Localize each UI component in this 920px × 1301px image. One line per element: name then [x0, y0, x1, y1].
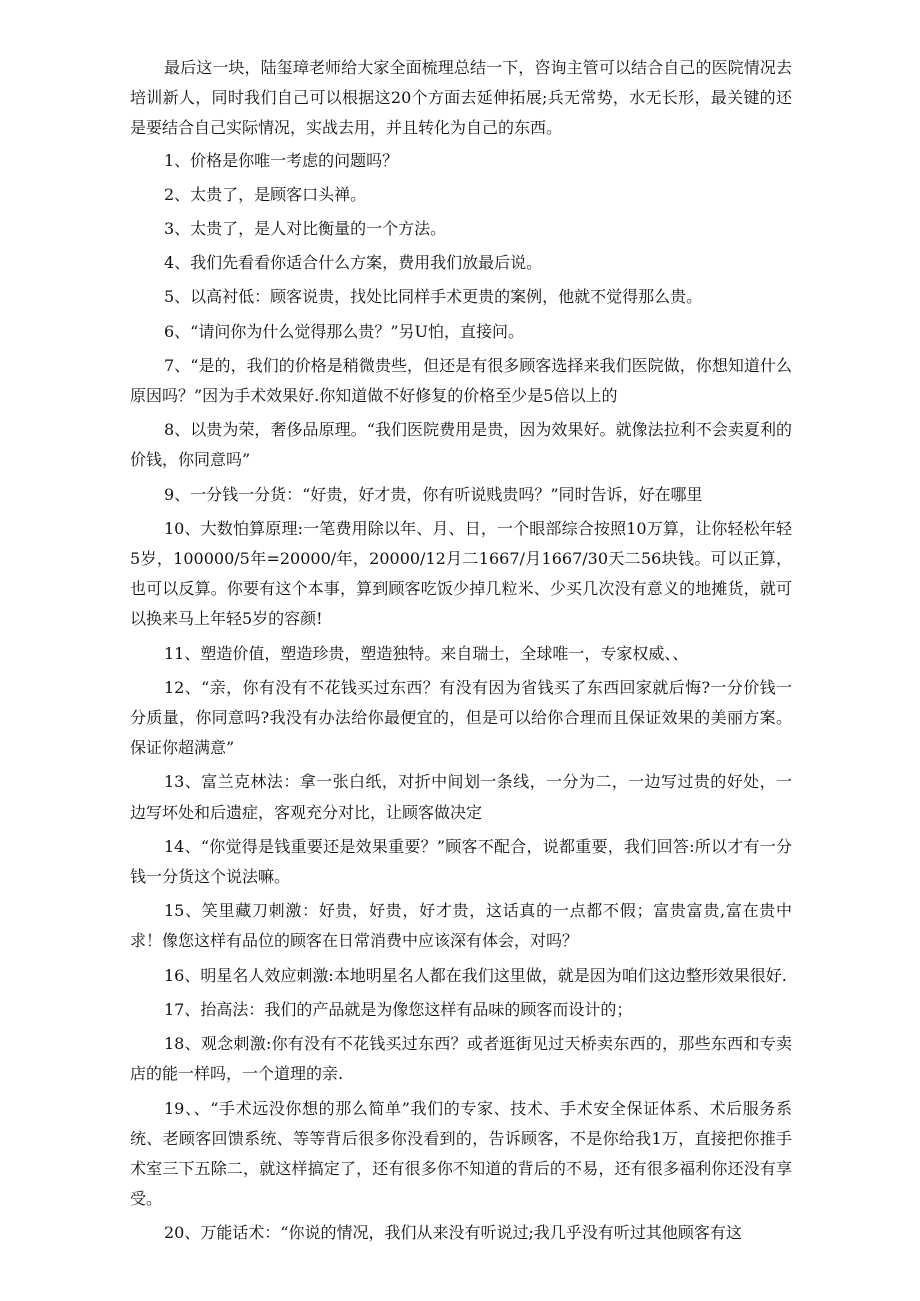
- list-item-3: 3、太贵了，是人对比衡量的一个方法。: [164, 219, 447, 239]
- list-item-8: 8、以贵为荣，奢侈品原理。“我们医院费用是贵，因为效果好。就像法拉利不会卖夏利的价钱，你同意吗”: [130, 420, 792, 470]
- list-item-9: 9、一分钱一分货：“好贵，好才贵，你有听说贱贵吗？”同时告诉，好在哪里: [164, 484, 703, 504]
- list-item-4: 4、我们先看看你适合什么方案，费用我们放最后说。: [164, 253, 543, 273]
- list-item-17: 17、抬高法：我们的产品就是为像您这样有品味的顾客而设计的；: [164, 999, 633, 1019]
- intro-paragraph: 最后这一块，陆玺璋老师给大家全面梳理总结一下，咨询主管可以结合自己的医院情况去培训新人，同时我们自己可以根据这20个方面去延伸拓展;兵无常势，水无长形，最关键的还是要结合自己实际情况，实战去用，并且转化为自己的东西。: [130, 58, 792, 138]
- list-item-11: 11、塑造价值，塑造珍贵，塑造独特。来自瑞士，全球唯一，专家权威、、: [164, 643, 689, 663]
- list-item-15: 15、笑里藏刀刺激：好贵，好贵，好才贵，这话真的一点都不假；富贵富贵,富在贵中求！像您这样有品位的顾客在日常消费中应该深有体会，对吗？: [130, 901, 792, 951]
- list-item-10: 10、大数怕算原理:一笔费用除以年、月、日，一个眼部综合按照10万算，让你轻松年轻5岁，100000/5年=20000/年，20000/12月二1667/月1667/30天二56块钱。可以正算，也可以反算。你要有这个本事，算到顾客吃饭少掉几粒米、少买几次没有意义的地摊货，就可以换来马上年轻5岁的容颜!: [130, 518, 792, 629]
- list-item-18: 18、观念刺激:你有没有不花钱买过东西？或者逛街见过天桥卖东西的，那些东西和专卖店的能一样吗，一个道理的亲.: [130, 1034, 792, 1084]
- list-item-1: 1、价格是你唯一考虑的问题吗？: [164, 150, 399, 170]
- list-item-13: 13、富兰克林法：拿一张白纸，对折中间划一条线，一分为二，一边写过贵的好处，一边写坏处和后遗症，客观充分对比，让顾客做决定: [130, 772, 792, 822]
- list-item-6: 6、“请问你为什么觉得那么贵？”另U怕，直接问。: [164, 321, 525, 341]
- list-item-7: 7、“是的，我们的价格是稍微贵些，但还是有很多顾客选择来我们医院做，你想知道什么原因吗？”因为手术效果好.你知道做不好修复的价格至少是5倍以上的: [130, 355, 792, 406]
- list-item-2: 2、太贵了，是顾客口头禅。: [164, 184, 367, 204]
- list-item-19: 19、、“手术远没你想的那么简单”我们的专家、技术、手术安全保证体系、术后服务系统、老顾客回馈系统、等等背后很多你没看到的，告诉顾客，不是你给我1万，直接把你推手术室三下五除二，就这样搞定了，还有很多你不知道的背后的不易，还有很多福利你还没有享受。: [130, 1098, 792, 1209]
- list-item-16: 16、明星名人效应刺激:本地明星名人都在我们这里做，就是因为咱们这边整形效果很好.: [164, 965, 787, 985]
- list-item-5: 5、以高衬低：顾客说贵，找处比同样手术更贵的案例，他就不觉得那么贵。: [164, 287, 703, 307]
- list-item-12: 12、“亲，你有没有不花钱买过东西？有没有因为省钱买了东西回家就后悔?一分价钱一分质量，你同意吗?我没有办法给你最便宜的，但是可以给你合理而且保证效果的美丽方案。保证你超满意”: [130, 677, 792, 758]
- document-body: [130, 53, 792, 1249]
- list-item-20: 20、万能话术：“你说的情况，我们从来没有听说过;我几乎没有听过其他顾客有这: [164, 1223, 742, 1243]
- list-item-14: 14、“你觉得是钱重要还是效果重要？”顾客不配合，说都重要，我们回答:所以才有一分钱一分货这个说法嘛。: [130, 836, 792, 887]
